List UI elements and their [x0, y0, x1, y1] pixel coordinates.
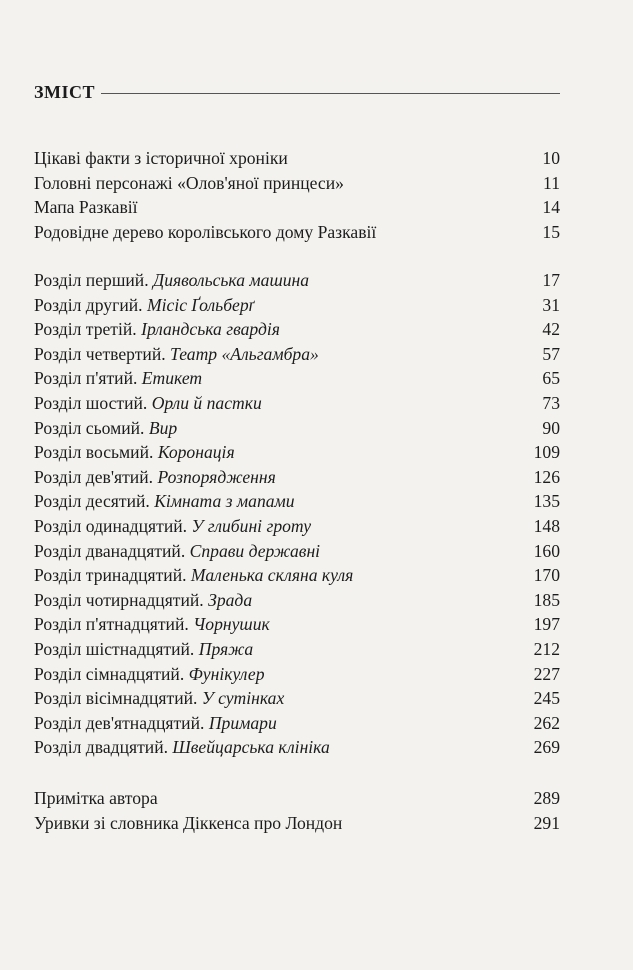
chapter-entry [34, 711, 560, 736]
entry-page-number: 10 [542, 148, 560, 168]
chapter-label: Розділ другий. [34, 294, 143, 315]
entry-page-number: 17 [542, 270, 560, 290]
entry-page-number: 289 [533, 788, 560, 808]
chapter-entry [34, 612, 560, 637]
back-matter-list [34, 786, 560, 835]
chapter-title: Зрада [208, 589, 253, 610]
chapter-label: Розділ перший. [34, 270, 149, 290]
chapter-title: Коронація [157, 442, 235, 463]
chapter-label: Розділ шістнадцятий. [34, 638, 195, 659]
entry-title: Мапа Разкавії [34, 197, 138, 218]
chapter-entry [34, 588, 560, 613]
chapter-entry [34, 391, 560, 416]
chapter-title: Місіс Ґольберґ [146, 294, 255, 315]
entry-title: Родовідне дерево королівського дому Разкавії [34, 221, 377, 242]
entry-page-number: 42 [542, 319, 560, 340]
chapter-entry [34, 735, 560, 760]
chapter-title: Примари [208, 712, 277, 733]
chapter-label: Розділ п'ятнадцятий. [34, 614, 189, 635]
chapter-title: Розпорядження [157, 466, 276, 487]
chapter-entry [34, 317, 560, 342]
toc-entry [34, 171, 560, 196]
chapter-title: Орли й пастки [151, 392, 262, 413]
chapter-label: Розділ одинадцятий. [34, 515, 188, 536]
chapter-entry [34, 563, 560, 588]
chapter-label: Розділ четвертий. [34, 343, 166, 364]
chapter-label: Розділ восьмий. [34, 442, 154, 463]
entry-title: Уривки зі словника Діккенса про Лондон [34, 812, 343, 833]
chapter-entry [34, 637, 560, 662]
chapter-title: Маленька скляна куля [190, 565, 354, 586]
chapter-title: У глибині гроту [191, 515, 311, 536]
chapter-title: Ірландська гвардія [141, 319, 280, 340]
entry-title: Примітка автора [34, 788, 158, 808]
entry-title: Головні персонажі «Олов'яної принцеси» [34, 172, 344, 193]
chapter-entry [34, 465, 560, 490]
entry-page-number: 73 [542, 392, 560, 413]
chapter-label: Розділ сімнадцятий. [34, 663, 185, 684]
chapter-title: Фунікулер [188, 663, 265, 684]
chapter-title: У сутінках [201, 688, 285, 709]
chapter-label: Розділ дев'ятий. [34, 466, 154, 487]
chapter-entry [34, 514, 560, 539]
toc-entry [34, 146, 560, 171]
front-matter-list [34, 146, 560, 244]
chapter-entry [34, 489, 560, 514]
chapter-title: Театр «Альгамбра» [170, 343, 319, 364]
entry-page-number: 14 [542, 197, 560, 218]
entry-page-number: 31 [542, 294, 560, 315]
entry-page-number: 126 [533, 466, 560, 487]
entry-page-number: 212 [533, 638, 560, 659]
chapter-entry [34, 440, 560, 465]
entry-page-number: 109 [533, 442, 560, 463]
entry-title: Цікаві факти з історичної хроніки [34, 148, 288, 168]
entry-page-number: 57 [542, 343, 560, 364]
entry-page-number: 269 [533, 737, 560, 758]
chapter-label: Розділ дев'ятнадцятий. [34, 712, 205, 733]
entry-page-number: 262 [533, 712, 560, 733]
entry-page-number: 170 [533, 565, 560, 586]
entry-page-number: 227 [533, 663, 560, 684]
chapter-label: Розділ п'ятий. [34, 368, 138, 389]
toc-entry [34, 195, 560, 220]
chapter-title: Чорнушик [193, 614, 270, 635]
toc-entry [34, 786, 560, 811]
entry-page-number: 160 [533, 540, 560, 561]
chapter-entry [34, 662, 560, 687]
chapter-label: Розділ сьомий. [34, 417, 145, 438]
entry-page-number: 15 [542, 221, 560, 242]
chapter-entry [34, 366, 560, 391]
entry-page-number: 90 [542, 417, 560, 438]
chapter-label: Розділ тринадцятий. [34, 565, 187, 586]
chapter-label: Розділ двадцятий. [34, 737, 169, 758]
chapter-title: Диявольська машина [153, 270, 310, 290]
chapter-title: Швейцарська клініка [172, 737, 330, 758]
heading-rule [101, 93, 560, 94]
chapter-label: Розділ шостий. [34, 392, 148, 413]
chapter-title: Пряжа [198, 638, 254, 659]
chapter-title: Справи державні [189, 540, 321, 561]
entry-page-number: 135 [533, 491, 560, 512]
chapter-title: Кімната з мапами [154, 491, 295, 512]
toc-title: ЗМІСТ [34, 81, 95, 102]
chapter-entry [34, 416, 560, 441]
entry-page-number: 148 [533, 515, 560, 536]
chapter-entry [34, 342, 560, 367]
entry-page-number: 291 [533, 812, 560, 833]
chapter-entry [34, 539, 560, 564]
chapter-label: Розділ чотирнадцятий. [34, 589, 204, 610]
chapter-title: Етикет [141, 368, 203, 389]
chapter-title: Вир [148, 417, 178, 438]
toc-entry [34, 811, 560, 836]
entry-page-number: 245 [533, 688, 560, 709]
chapter-entry [34, 268, 560, 293]
entry-page-number: 185 [533, 589, 560, 610]
entry-page-number: 65 [542, 368, 560, 389]
toc-heading [34, 78, 560, 106]
chapter-label: Розділ третій. [34, 319, 137, 340]
chapter-label: Розділ вісімнадцятий. [34, 688, 198, 709]
toc-entry [34, 220, 560, 245]
chapters-list [34, 268, 560, 760]
entry-page-number: 197 [533, 614, 560, 635]
chapter-label: Розділ дванадцятий. [34, 540, 186, 561]
entry-page-number: 11 [543, 172, 560, 193]
chapter-entry [34, 686, 560, 711]
chapter-entry [34, 293, 560, 318]
chapter-label: Розділ десятий. [34, 491, 150, 512]
